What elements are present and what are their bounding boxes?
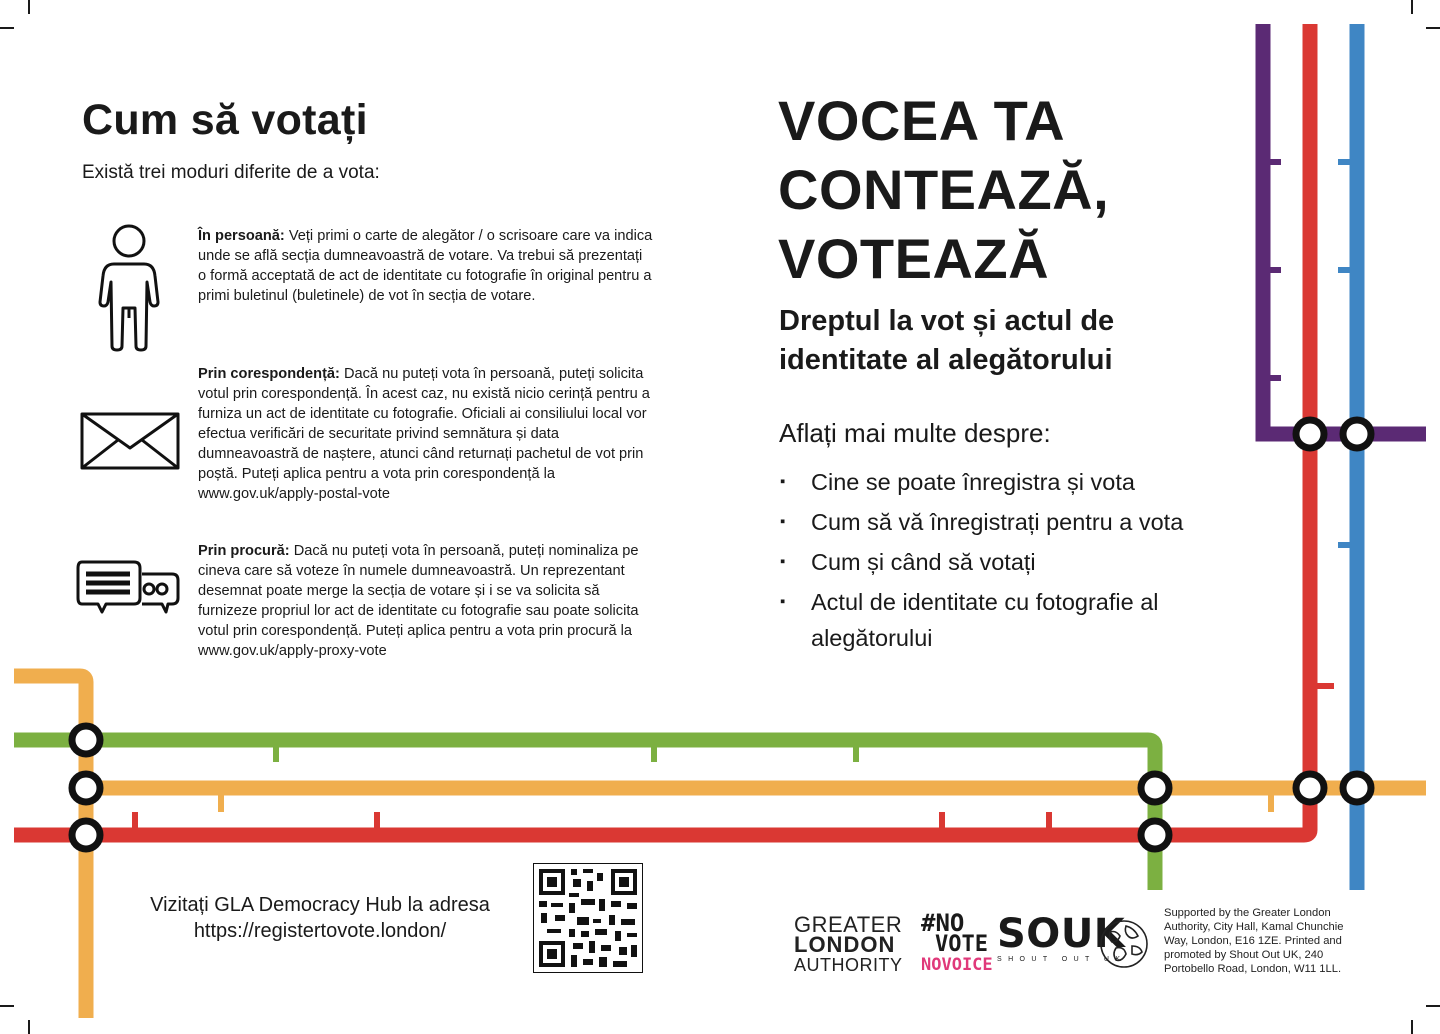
- globe-icon: [1098, 918, 1150, 970]
- gla-logo: [794, 912, 912, 975]
- station-icon: [1296, 420, 1324, 448]
- chat-bubbles-icon: [76, 560, 182, 616]
- proxy-method: [198, 541, 653, 661]
- list-item: ▪ Cum să vă înregistrați pentru a vota: [780, 504, 1240, 540]
- list-item: ▪ Actul de identitate cu fotografie al alegătorului: [780, 584, 1240, 656]
- intro-text: Există trei moduri diferite de a vota:: [82, 162, 380, 183]
- title-line: VOCEA TA: [778, 89, 1066, 152]
- title-line: VOTEAZĂ: [778, 227, 1050, 290]
- subtitle: Dreptul la vot și actul de identitate al alegătorului: [779, 305, 1115, 376]
- method-label: Prin procură:: [198, 543, 290, 559]
- democracy-hub-link-text[interactable]: Vizitați GLA Democracy Hub la adresa https://registertovote.london/: [150, 894, 490, 942]
- gla-logo-line: GREATER: [794, 912, 903, 937]
- postal-method: [198, 364, 653, 504]
- method-label: Prin corespondență:: [198, 366, 340, 382]
- title-line: CONTEAZĂ,: [778, 158, 1110, 221]
- envelope-icon: [80, 412, 180, 470]
- station-icon: [1296, 774, 1324, 802]
- souk-logo-sub: SHOUT OUT UK: [997, 956, 1127, 963]
- page-title: [778, 86, 1109, 293]
- learn-more-heading: Aflați mai multe despre:: [779, 418, 1051, 448]
- list-item: ▪ Cum și când să votați: [780, 544, 1240, 580]
- novote-logo-line: NOVOICE: [921, 955, 993, 975]
- purple-line: [1263, 24, 1426, 434]
- person-icon: [96, 224, 162, 352]
- station-icon: [1343, 420, 1371, 448]
- novote-novoice-logo: [921, 909, 993, 975]
- novote-logo-line: VOTE: [935, 932, 988, 957]
- list-item: ▪ Cine se poate înregistra și vota: [780, 464, 1240, 500]
- station-icon: [72, 821, 100, 849]
- station-icon: [1141, 774, 1169, 802]
- in-person-method: [198, 226, 653, 306]
- station-icon: [72, 726, 100, 754]
- support-imprint-text: Supported by the Greater London Authority, City Hall, Kamal Chunchie Way, London, E16 1ZE. Printed and promoted by Shout Out UK, 240 Portobello Road, London, W11 1LL.: [1164, 907, 1344, 975]
- station-icon: [72, 774, 100, 802]
- method-text: Dacă nu puteți vota în persoană, puteți solicita votul prin corespondență. În acest caz, nu există nicio cerință pentru a furniza un act de identitate cu fotografie. Oficiali ai consiliului local vor efectua verificări de securitate privind semnătura și data dumneavoastră de naștere, atunci când returnați pachetul de vot prin poștă. Puteți aplica pentru a vota prin corespondență la www.gov.uk/apply-postal-vote: [198, 366, 650, 502]
- method-text: Dacă nu puteți vota în persoană, puteți nominaliza pe cineva care să voteze în numele dumneavoastră. Un reprezentant desemnat poate merge la secția de votare și i se va solicita să furnizeze propriul lor act de identitate cu fotografie sau poate solicita votul prin corespondență. Puteți aplica pentru a vota prin procură la www.gov.uk/apply-proxy-vote: [198, 543, 639, 659]
- method-label: În persoană:: [198, 228, 285, 244]
- qr-code-icon[interactable]: [533, 863, 643, 973]
- station-icon: [1343, 774, 1371, 802]
- novote-logo-line: #NO: [921, 909, 965, 937]
- gla-logo-line: LONDON: [794, 932, 896, 957]
- gla-logo-line: AUTHORITY: [794, 955, 903, 975]
- method-text: Veți primi o carte de alegător / o scrisoare care va indica unde se află secția dumneavoastră de votare. Va trebui să prezentați o formă acceptată de act de identitate cu fotografie în original pentru a primi buletinul (buletinele) de vot în secția de votare.: [198, 228, 653, 304]
- how-to-vote-heading: Cum să votați: [82, 96, 368, 144]
- souk-logo-word: SOUK: [997, 911, 1126, 957]
- station-icon: [1141, 821, 1169, 849]
- topics-list: [780, 464, 1240, 660]
